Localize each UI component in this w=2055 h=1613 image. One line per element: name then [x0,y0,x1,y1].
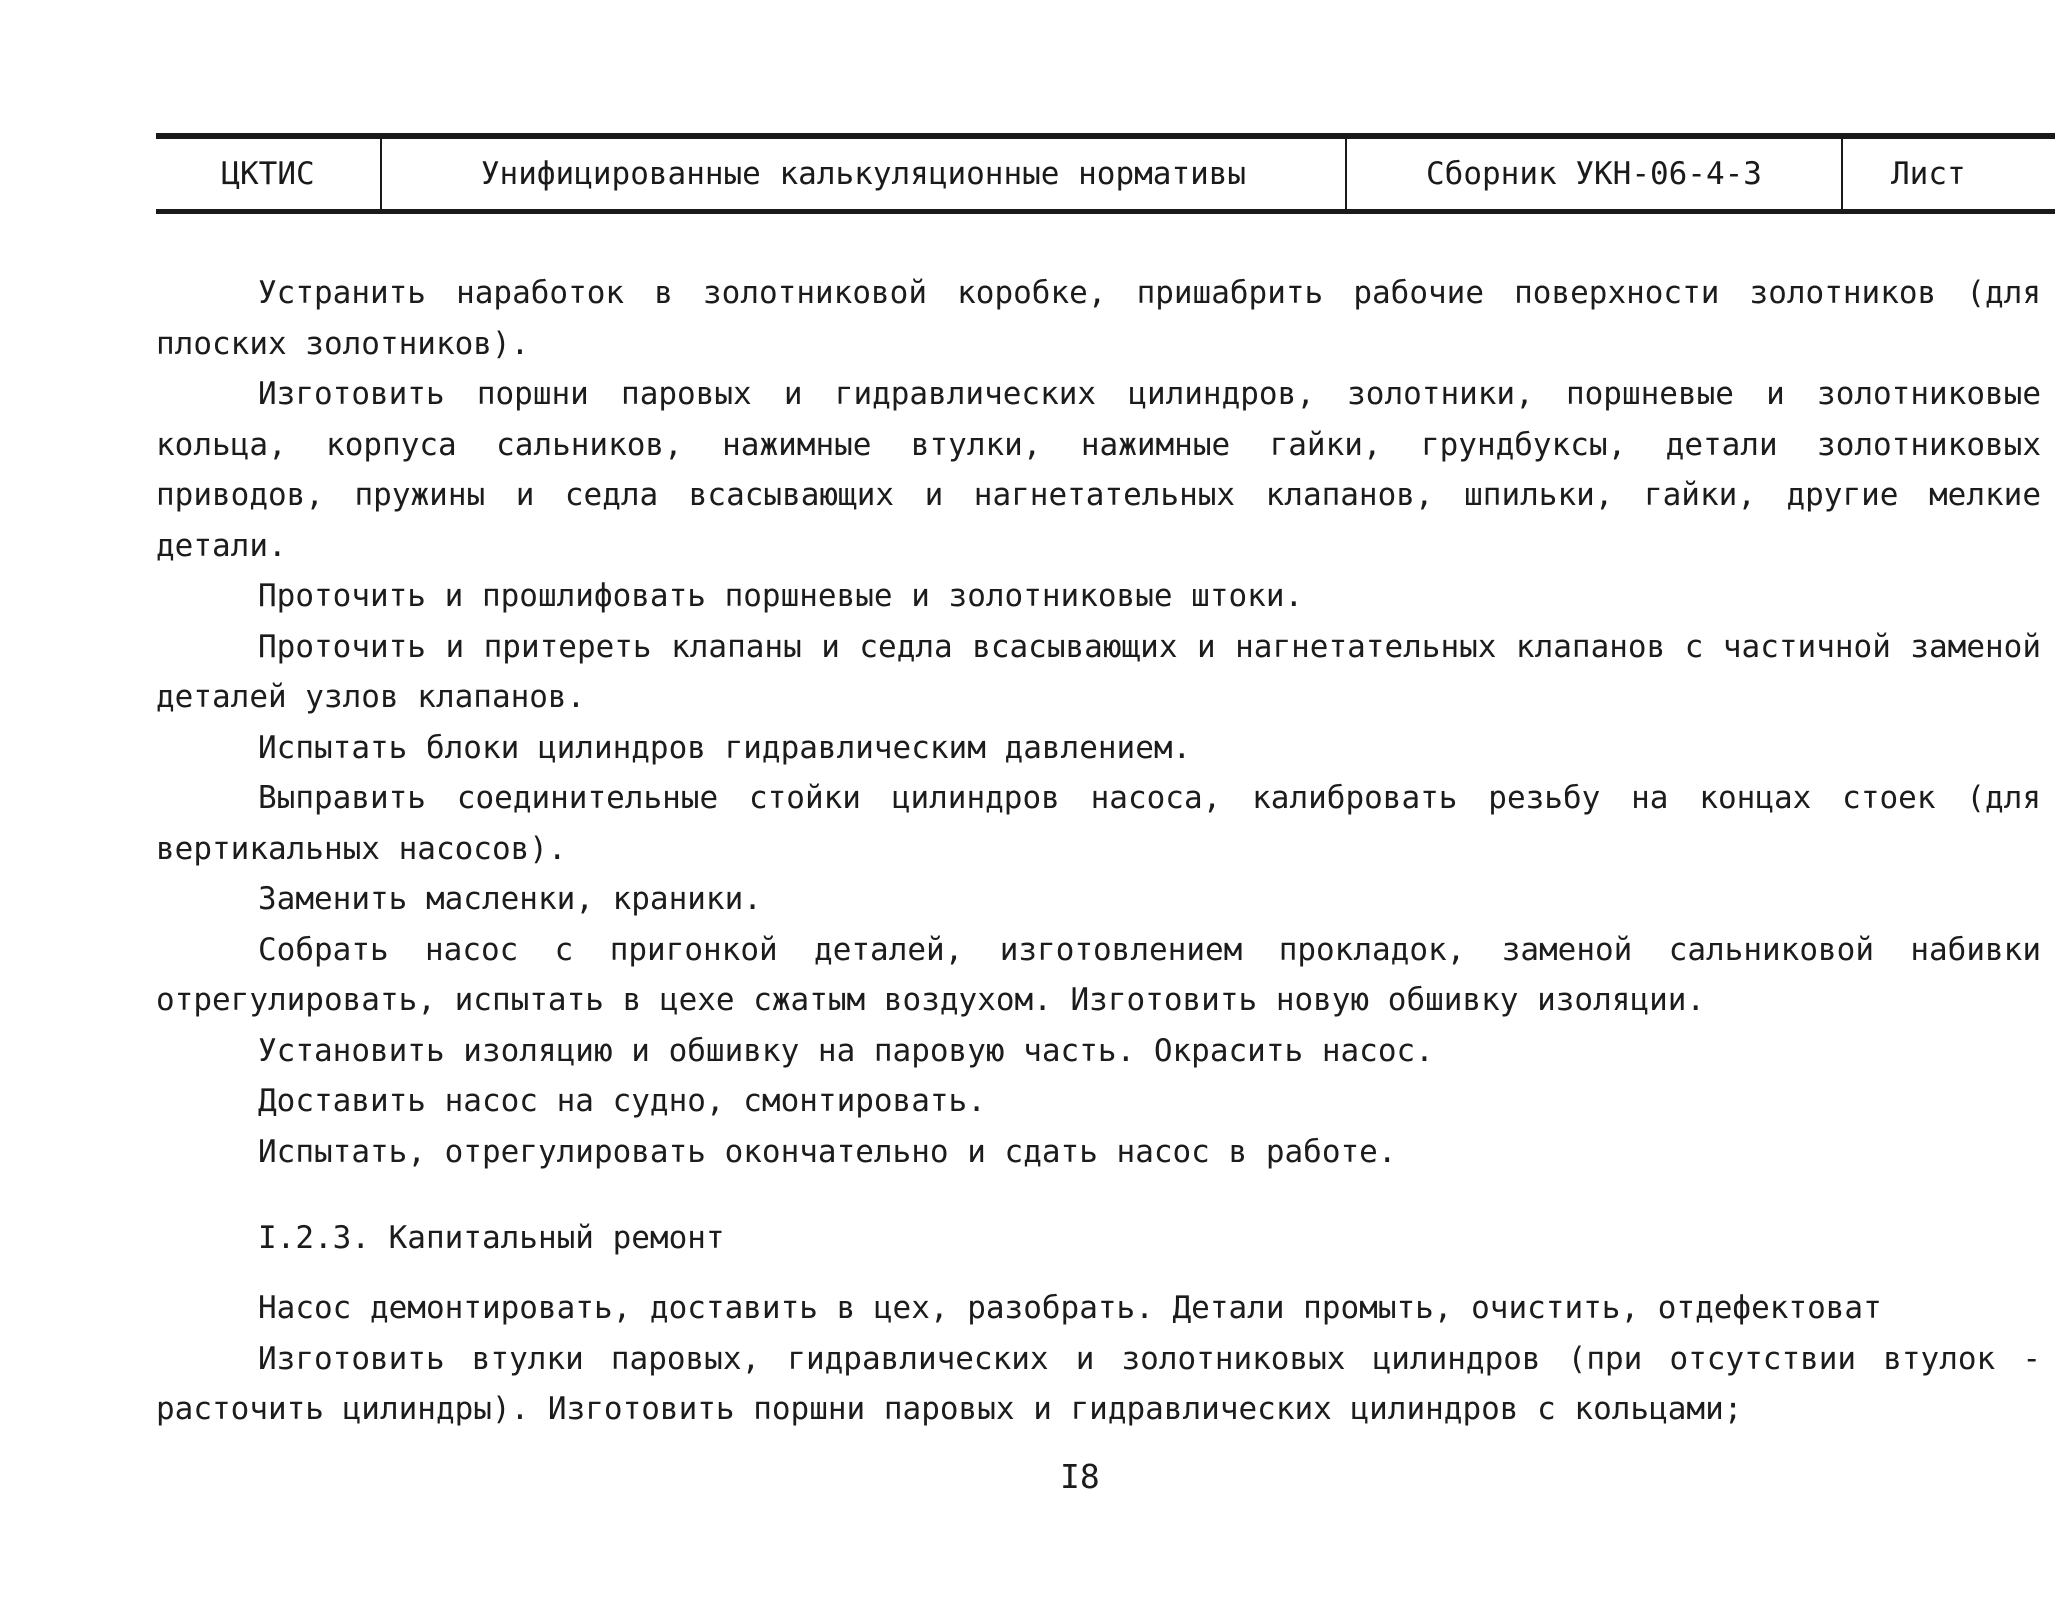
paragraph: Проточить и притереть клапаны и седла всасывающих и нагнетательных клапанов с частичной заменой деталей узлов клапанов. [156,628,2041,715]
paragraph: Собрать насос с пригонкой деталей, изготовлением прокладок, заменой сальниковой набивки отрегулировать, испытать в цехе сжатым воздухом. Изготовить новую обшивку изоляции. [156,931,2041,1018]
paragraph: Изготовить втулки паровых, гидравлических и золотниковых цилиндров (при отсутствии втулок - расточить цилиндры). Изготовить поршни паровых и гидравлических цилиндров с кольцами; [156,1340,2041,1427]
paragraph: Доставить насос на судно, смонтировать. [258,1083,986,1119]
header-collection: Сборник УКН-06-4-3 [1347,139,1843,209]
page-number: I8 [1060,1457,1100,1496]
body-text [156,268,2041,1177]
paragraph: Изготовить поршни паровых и гидравлических цилиндров, золотники, поршневые и золотниковые кольца, корпуса сальников, нажимные втулки, нажимные гайки, грундбуксы, детали золотниковых приводов, пружины и седла всасывающих и нагнетательных клапанов, шпильки, гайки, другие мелкие детали. [156,376,2041,564]
header-bottom-rule [156,209,2055,214]
paragraph: Испытать блоки цилиндров гидравлическим давлением. [258,729,1192,766]
header-org: ЦКТИС [156,139,382,209]
section-heading: I.2.3. Капитальный ремонт [258,1220,725,1256]
paragraph: Устранить наработок в золотниковой коробке, пришабрить рабочие поверхности золотников (для плоских золотников). [156,275,2041,362]
paragraph: Проточить и прошлифовать поршневые и золотниковые штоки. [258,578,1304,614]
paragraph: Испытать, отрегулировать окончательно и сдать насос в работе. [258,1133,1397,1170]
section-body-text [156,1283,2041,1435]
paragraph: Заменить масленки, краники. [258,881,762,917]
paragraph: Насос демонтировать, доставить в цех, разобрать. Детали промыть, очистить, отдефектоват [258,1290,1882,1326]
paragraph: Выправить соединительные стойки цилиндров насоса, калибровать резьбу на концах стоек (для вертикальных насосов). [156,780,2041,867]
paragraph: Установить изоляцию и обшивку на паровую часть. Окрасить насос. [258,1032,1434,1069]
header-sheet-label: Лист [1891,156,1966,192]
header-stamp [156,139,2055,209]
header-title: Унифицированные калькуляционные нормативы [382,139,1347,209]
